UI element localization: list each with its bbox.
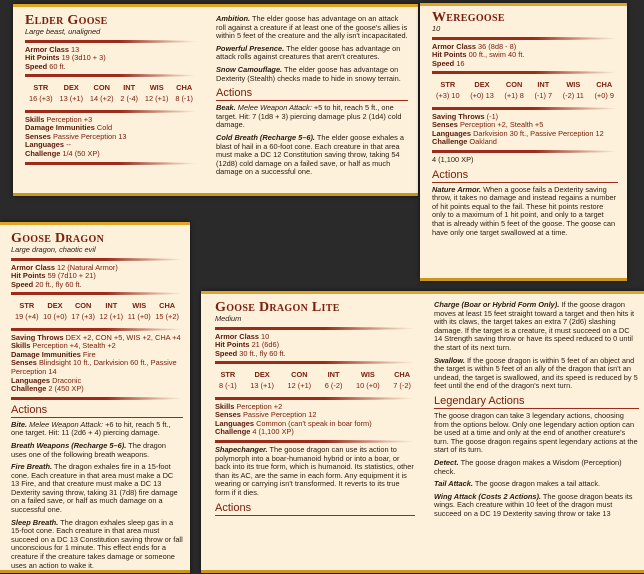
trait-entry (216, 45, 408, 62)
ability-cha (175, 80, 193, 106)
property-label: Speed (11, 279, 34, 289)
trait-entry (215, 446, 415, 498)
property-value: 00 ft., swim 40 ft. (468, 50, 525, 60)
property-value: 13 (71, 44, 80, 54)
property-value: Passive Perception 12 (242, 410, 317, 420)
trait-entry (216, 15, 408, 41)
ability-label: CHA (159, 301, 176, 311)
ability-int (534, 77, 552, 103)
divider-rule (215, 440, 415, 443)
trait-text: The goose dragon makes a tail attack. (474, 479, 601, 489)
property-line (215, 350, 415, 359)
ability-value: 12 (+1) (287, 380, 312, 390)
property-line (25, 63, 197, 72)
ability-label: WIS (132, 301, 147, 311)
property-line (11, 281, 183, 290)
ability-label: WIS (360, 370, 375, 380)
trait-text: The dragon exhales fire in a 15-foot cone. Each creature in that area must make a DC 13 Fire, and that creature must make a DC 13 Dexterity saving throw, taking 31 (7d8) fire damage on a failed save, or half as much damage on a successful one. (11, 462, 178, 515)
ability-str (29, 80, 53, 106)
ability-label: DEX (47, 301, 63, 311)
creature-type: Large dragon, chaotic evil (11, 245, 96, 254)
section-heading: Actions (11, 404, 183, 418)
ability-value: 8 (-1) (219, 380, 237, 390)
ability-label: WIS (149, 83, 164, 93)
ability-value: 13 (+1) (250, 380, 274, 390)
ability-label: CON (291, 370, 308, 380)
trait-entry (432, 186, 618, 238)
property-value: Perception +4, Stealth +2 (32, 341, 116, 351)
trait-entry (216, 66, 408, 83)
creature-name: Elder Goose (25, 13, 108, 28)
section-heading: Legendary Actions (434, 395, 639, 409)
property-value: 36 (8d8 - 8) (478, 41, 517, 51)
property-value: Perception +2, Stealth +5 (459, 120, 544, 130)
divider-rule (11, 397, 183, 400)
ability-value: (-2) 11 (562, 90, 584, 100)
ability-label: WIS (566, 80, 581, 90)
trait-name: Shapechanger. (215, 444, 268, 454)
ability-value: 6 (-2) (324, 380, 343, 390)
property-label: Armor Class (25, 44, 69, 54)
ability-scores (25, 80, 197, 106)
property-label: Armor Class (11, 262, 55, 272)
property-value: 12 (Natural Armor) (57, 262, 118, 272)
property-value: 10 (261, 331, 270, 341)
trait-name: Beak. (216, 103, 236, 113)
ability-dex (250, 367, 274, 393)
trait-name: Snow Camouflage. (216, 64, 283, 74)
ability-value: 2 (-4) (120, 93, 139, 103)
trait-name: Charge (Boar or Hybrid Form Only). (434, 300, 560, 309)
ability-label: STR (33, 83, 49, 93)
ability-con (504, 77, 524, 103)
trait-entry (434, 480, 639, 489)
trait-name: Sleep Breath. (11, 517, 59, 527)
trait-text: The elder goose has advantage on an attack roll against a creature if at least one of the goose's allies is within 5 feet of the creature and the ally isn't incapacitated. (216, 14, 408, 41)
divider-rule (432, 71, 618, 74)
property-value: Common (can't speak in boar form) (256, 418, 372, 428)
ability-value: 14 (+2) (89, 93, 114, 103)
divider-rule (215, 327, 415, 330)
property-label: Languages (25, 140, 65, 150)
property-value: 60 ft. (49, 61, 66, 71)
property-line (11, 385, 183, 394)
ability-str (436, 77, 460, 103)
ability-wis (563, 77, 584, 103)
property-label: Senses (432, 120, 458, 130)
creature-name: Weregoose (432, 10, 505, 25)
ability-value: 13 (+1) (59, 93, 84, 103)
property-label: Armor Class (432, 41, 476, 51)
property-value: 1/4 (50 XP) (62, 148, 100, 158)
property-label: Hit Points (215, 340, 250, 350)
property-label: Saving Throws (432, 111, 485, 121)
ability-value: 8 (-1) (175, 93, 193, 103)
ability-label: CHA (394, 370, 411, 380)
ability-con (90, 80, 114, 106)
property-label: Senses (25, 131, 51, 141)
trait-text: +5 to hit, reach 5 ft., one target. Hit: 7 (1d8 + 3) piercing damage plus 2 (1d4) cold damage. (216, 103, 402, 130)
ability-label: STR (440, 80, 456, 90)
ability-label: INT (327, 370, 340, 380)
section-heading: Actions (432, 169, 618, 183)
ability-con (288, 367, 312, 393)
trait-text: The goose dragon can use its action to polymorph into a boar-humanoid hybrid or into a boar, or back into its true form, which is humanoid. Its statistics, other than its AC, are the same in each form. Any equipment it is wearing or carrying isn't transformed. It reverts to its true form if it dies. (215, 444, 414, 497)
trait-entry (434, 493, 639, 519)
ability-value: 7 (-2) (393, 380, 411, 390)
ability-con (71, 298, 95, 324)
ability-int (120, 80, 138, 106)
ability-scores (215, 367, 415, 393)
property-label: Hit Points (432, 50, 467, 60)
ability-dex (43, 298, 67, 324)
divider-rule (215, 397, 415, 400)
trait-name: Cold Breath (Recharge 5–6). (216, 132, 315, 142)
property-label: Armor Class (215, 331, 259, 341)
trait-entry (434, 357, 639, 391)
ability-label: STR (220, 370, 236, 380)
divider-rule (11, 328, 183, 331)
trait-entry (11, 463, 183, 515)
divider-rule (11, 292, 183, 295)
property-label: Challenge (11, 384, 47, 394)
trait-name: Detect. (434, 457, 459, 467)
property-value: 19 (3d10 + 3) (61, 53, 106, 63)
property-label: Damage Immunities (11, 349, 81, 359)
divider-rule (215, 361, 415, 364)
ability-value: (+3) 10 (436, 90, 460, 100)
ability-value: (+0) 9 (594, 90, 614, 100)
trait-text: The dragon exhales sleep gas in a 15-foot cone. Each creature in that area must succeed on a DC 13 Constitution saving throw or fall unconscious for 1 minute. This effect ends for a creature if the creature takes damage or someone uses an action to wake it. (11, 517, 183, 570)
ability-value: 12 (+1) (99, 311, 124, 321)
property-value: 4 (1,100 XP) (252, 427, 294, 437)
property-label: Skills (25, 114, 45, 124)
ability-value: 16 (+3) (29, 93, 53, 103)
creature-type: Medium (215, 314, 242, 323)
property-value: 30 ft., fly 60 ft. (239, 348, 286, 358)
property-label: Hit Points (25, 53, 60, 63)
trait-name: Ambition. (216, 14, 251, 23)
ability-int (100, 298, 124, 324)
trait-name: Nature Armor. (432, 184, 482, 194)
trait-text: The elder goose has advantage on attack rolls against creatures that aren't creatures. (216, 43, 401, 62)
trait-text: If the goose dragon is within 5 feet of an object and the target is within 5 feet of an ally of the dragon that isn't an undead, the target is swallowed, and its speed is reduced by 5 feet until the end of the dragon's next turn. (434, 355, 638, 391)
property-label: Hit Points (11, 271, 46, 281)
property-value: Perception +2 (236, 401, 283, 411)
ability-int (325, 367, 343, 393)
trait-name: Powerful Presence. (216, 43, 285, 53)
property-label: Damage Immunities (25, 123, 95, 133)
property-value: (-1) (486, 111, 499, 121)
ability-value: 11 (+0) (127, 311, 151, 321)
ability-value: 10 (+0) (43, 311, 67, 321)
property-value: Passive Perception 13 (52, 131, 127, 141)
trait-text: The elder goose exhales a blast of hail in a 60-foot cone. Each creature in that area must make a DC 12 Constitution saving throw, taking 54 (12d8) cold damage on a failed save, or half as much damage on a successful one. (216, 132, 405, 177)
ability-str (219, 367, 237, 393)
property-value: Draconic (52, 375, 82, 385)
ability-value: 17 (+3) (71, 311, 95, 321)
attack-type: Melee Weapon Attack: (29, 419, 104, 429)
property-line (215, 428, 415, 437)
ability-cha (393, 367, 411, 393)
property-value: -- (66, 140, 72, 150)
property-label: Challenge (432, 137, 468, 147)
property-value: Oakland (469, 137, 497, 147)
property-label: Languages (432, 128, 472, 138)
divider-rule (432, 37, 618, 40)
property-label: Speed (215, 348, 238, 358)
ability-label: INT (123, 83, 136, 93)
property-label: Languages (215, 418, 255, 428)
divider-rule (25, 40, 197, 43)
property-label: Challenge (215, 427, 251, 437)
trait-name: Breath Weapons (Recharge 5–6). (11, 440, 127, 450)
ability-wis (128, 298, 151, 324)
trait-entry (434, 459, 639, 476)
trait-name: Wing Attack (Costs 2 Actions). (434, 491, 541, 501)
creature-type: 10 (432, 24, 441, 33)
trait-name: Bite. (11, 419, 28, 429)
property-label: Speed (25, 61, 48, 71)
attack-type: Melee Weapon Attack: (237, 103, 312, 113)
property-value: 21 (6d6) (251, 340, 280, 350)
ability-value: 12 (+1) (144, 93, 169, 103)
creature-name: Goose Dragon (11, 231, 105, 246)
divider-rule (11, 258, 183, 261)
divider-rule (432, 150, 618, 153)
trait-entry (11, 421, 183, 438)
property-label: Senses (215, 410, 241, 420)
ability-value: (+1) 8 (504, 90, 524, 100)
ability-label: CON (93, 83, 110, 93)
ability-label: DEX (63, 83, 79, 93)
property-value: Cold (96, 123, 113, 133)
property-line (11, 359, 183, 376)
ability-value: 19 (+4) (15, 311, 39, 321)
trait-entry (216, 134, 408, 177)
ability-label: CON (505, 80, 523, 90)
ability-label: DEX (474, 80, 490, 90)
ability-value: (-1) 7 (534, 90, 553, 100)
trait-text: The elder goose has advantage on Dexterity (Stealth) checks made to hide in snowy terrain. (216, 64, 401, 83)
property-line (432, 60, 618, 69)
ability-dex (470, 77, 494, 103)
ability-str (15, 298, 39, 324)
property-value: 16 (456, 58, 465, 68)
trait-text: The dragon uses one of the following breath weapons. (11, 440, 167, 459)
property-label: Skills (215, 401, 235, 411)
trait-entry (11, 442, 183, 459)
property-value: 2 (450 XP) (48, 384, 84, 394)
divider-rule (25, 110, 197, 113)
ability-label: INT (105, 301, 118, 311)
property-label: Saving Throws (11, 332, 64, 342)
ability-cha (594, 77, 614, 103)
ability-value: 10 (+0) (356, 380, 380, 390)
property-line (25, 150, 197, 159)
description-text: 4 (1,100 XP) (432, 154, 474, 164)
ability-label: STR (19, 301, 35, 311)
divider-rule (25, 74, 197, 77)
trait-name: Tail Attack. (434, 479, 473, 489)
section-heading: Actions (216, 87, 408, 101)
property-value: Fire (82, 349, 96, 359)
property-value: DEX +2, CON +5, WIS +2, CHA +4 (65, 332, 181, 342)
property-label: Senses (11, 358, 37, 368)
trait-text: +6 to hit, reach 5 ft., one target. Hit: 11 (2d6 + 4) piercing damage. (11, 419, 171, 438)
creature-name: Goose Dragon Lite (215, 300, 340, 315)
trait-name: Swallow. (434, 355, 465, 365)
property-label: Skills (11, 341, 31, 351)
property-value: Blindsight 10 ft., Darkvision 60 ft., Passive Perception 14 (11, 358, 177, 376)
ability-label: CHA (596, 80, 613, 90)
divider-rule (432, 107, 618, 110)
description-text: The goose dragon can take 3 legendary actions, choosing from the options below. Only one legendary action option can be used at a time and only at the end of another creature's turn. The goose dragon regains spent legendary actions at the start of its turn. (434, 410, 638, 455)
ability-value: 15 (+2) (155, 311, 179, 321)
property-value: 59 (7d10 + 21) (47, 271, 96, 281)
section-heading: Actions (215, 502, 415, 516)
trait-text: If the goose dragon moves at least 15 feet straight toward a target and then hits it with its claws, the target takes an extra 7 (2d6) slashing damage. If the target is a creature, it must succeed on a DC 14 Strength saving throw or have its speed reduced to 0 until the start of its next turn. (434, 300, 635, 352)
ability-label: INT (537, 80, 550, 90)
property-value: 20 ft., fly 60 ft. (35, 279, 82, 289)
ability-label: DEX (254, 370, 270, 380)
creature-type: Large beast, unaligned (25, 27, 101, 36)
divider-rule (25, 162, 197, 165)
trait-entry (434, 301, 639, 353)
ability-label: CON (74, 301, 92, 311)
ability-wis (145, 80, 169, 106)
property-label: Challenge (25, 148, 61, 158)
ability-scores (11, 298, 183, 324)
trait-text: The goose dragon makes a Wisdom (Perception) check. (434, 457, 622, 476)
trait-text: When a goose fails a Dexterity saving throw, it takes no damage and instead regains a number of hit points equal to the fail. These hit points restore only to a maximum of 1 hit point, and only to a target that is already within 5 feet of the goose. The goose can have only one target swallowed at a time. (432, 184, 617, 237)
ability-value: (+0) 13 (470, 90, 494, 100)
ability-cha (155, 298, 179, 324)
property-label: Languages (11, 375, 51, 385)
property-value: Darkvision 30 ft., Passive Perception 12 (473, 128, 604, 138)
trait-text: The goose dragon beats its wings. Each creature within 10 feet of the dragon must succeed on a DC 19 Dexterity saving throw or take 13 (434, 491, 633, 518)
ability-label: CHA (176, 83, 193, 93)
trait-name: Fire Breath. (11, 462, 53, 472)
trait-entry (216, 104, 408, 130)
ability-wis (356, 367, 380, 393)
ability-dex (59, 80, 83, 106)
property-line (432, 138, 618, 147)
ability-scores (432, 77, 618, 103)
property-value: Perception +3 (46, 114, 93, 124)
property-label: Speed (432, 58, 455, 68)
trait-entry (11, 519, 183, 571)
